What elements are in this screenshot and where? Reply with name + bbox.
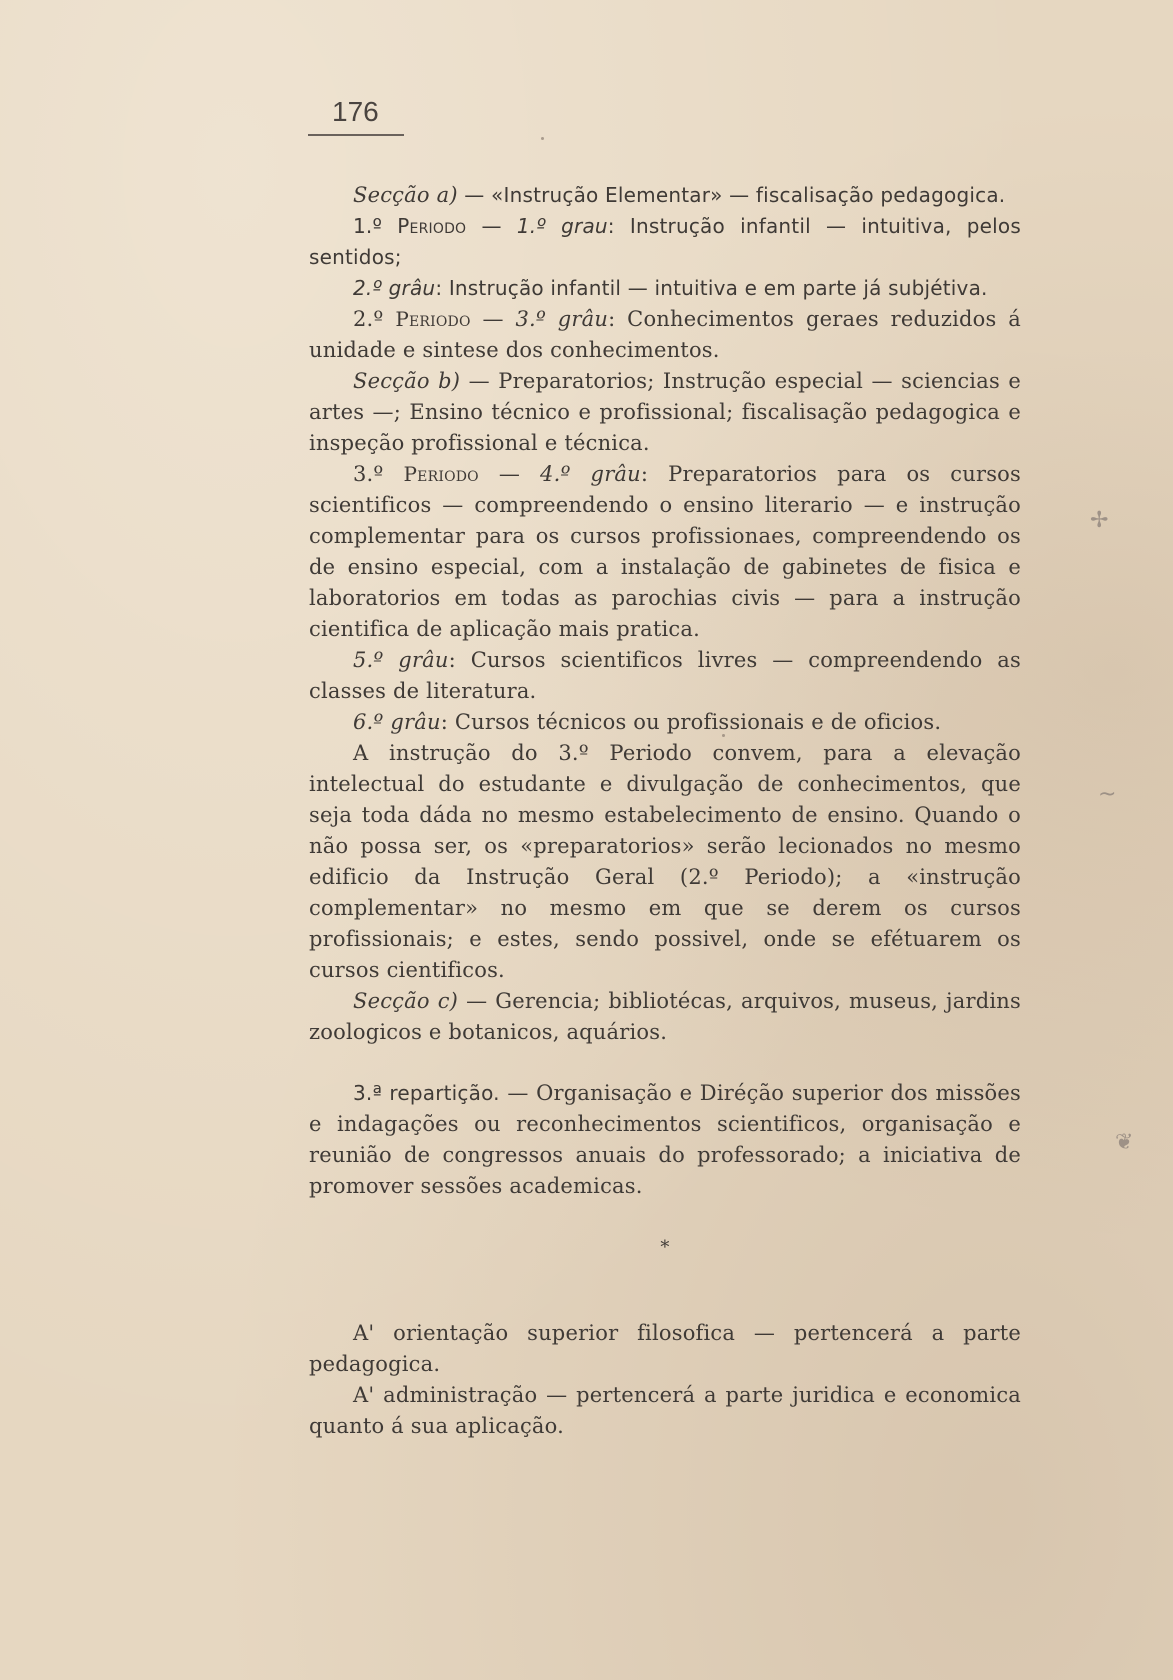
period-number: 2.º — [353, 307, 396, 331]
bleed-through-mark: ~ — [1098, 782, 1117, 807]
grau-2 — [309, 273, 1021, 304]
section-letter: b) — [438, 369, 461, 393]
grau-5-text: : Cursos scientificos livres — compreendendo as classes de literatura. — [309, 648, 1022, 703]
section-b-heading — [309, 366, 1021, 459]
period-number: 3.º — [353, 462, 404, 486]
page-number-underline — [308, 134, 404, 136]
bleed-through-mark: ❦ — [1115, 1130, 1134, 1155]
grau-1-text: : Instrução infantil — intuitiva, pelos sentidos; — [309, 214, 1021, 269]
grau-label: 1.º grau — [516, 214, 608, 238]
reparticao-number: 3.ª — [353, 1081, 390, 1105]
reparticao-3 — [309, 1078, 1021, 1202]
grau-2-text: : Instrução infantil — intuitiva e em parte já subjétiva. — [435, 276, 988, 300]
grau-label: 5.º grâu — [353, 648, 449, 672]
period-label: Periodo — [397, 214, 467, 238]
section-a-heading — [309, 180, 1021, 211]
page-body — [309, 180, 1021, 1442]
section-b-text: — Preparatorios; Instrução especial — sciencias e artes —; Ensino técnico e profissional; fiscalisação pedagogica e inspeção profissional e técnica. — [309, 369, 1021, 455]
grau-label: 6.º grâu — [353, 710, 441, 734]
period-2-grau-3 — [309, 304, 1021, 366]
period-label: Periodo — [403, 462, 479, 486]
section-label: Secção — [353, 989, 430, 1013]
section-letter: a) — [436, 183, 458, 207]
paragraph-administracao: A' administração — pertencerá a parte juridica e economica quanto á sua aplicação. — [309, 1383, 1021, 1438]
period-3-grau-4 — [309, 459, 1021, 645]
grau-label: 3.º grâu — [515, 307, 609, 331]
section-c-heading — [309, 986, 1021, 1048]
period-dash: — — [470, 307, 516, 331]
section-letter: c) — [437, 989, 459, 1013]
bleed-through-mark: ✢ — [1090, 508, 1109, 533]
grau-6 — [309, 707, 1021, 738]
reparticao-label: repartição. — [389, 1081, 500, 1105]
period-1-grau-1 — [309, 211, 1021, 273]
dust-speck — [541, 137, 544, 140]
paragraph-orientacao: A' orientação superior filosofica — pertencerá a parte pedagogica. — [309, 1321, 1021, 1376]
page-number: 176 — [332, 96, 379, 127]
section-separator: * — [660, 1237, 670, 1258]
grau-3-text: : Conhecimentos geraes reduzidos á unidade e sintese dos conhecimentos. — [309, 307, 1021, 362]
grau-label: 2.º grâu — [353, 276, 436, 300]
period-dash: — — [478, 462, 541, 486]
section-a-text: — «Instrução Elementar» — fiscalisação pedagogica. — [457, 183, 1006, 207]
section-label: Secção — [353, 183, 430, 207]
grau-6-text: : Cursos técnicos ou profissionais e de oficios. — [440, 710, 942, 734]
period-number: 1.º — [353, 214, 398, 238]
grau-label: 4.º grâu — [540, 462, 641, 486]
paragraph-instrucao-3-periodo: A instrução do 3.º Periodo convem, para a elevação intelectual do estudante e divulgação de conhecimentos, que seja toda dáda no mesmo estabelecimento de ensino. Quando o não possa ser, os «preparatorios» serão lecionados no mesmo edificio da Instrução Geral (2.º Periodo); a «instrução complementar» no mesmo em que se derem os cursos profissionais; e estes, sendo possivel, onde se efétuarem os cursos cientificos. — [309, 741, 1021, 982]
dust-speck — [722, 734, 725, 737]
grau-4-text: : Preparatorios para os cursos scientificos — compreendendo o ensino literario — e instrução complementar para os cursos profissionaes, compreendendo os de ensino especial, com a instalação de gabinetes de fisica e laboratorios em todas as parochias civis — para a instrução cientifica de aplicação mais pratica. — [309, 462, 1021, 641]
grau-5 — [309, 645, 1021, 707]
section-c-text: — Gerencia; bibliotécas, arquivos, museus, jardins zoologicos e botanicos, aquários. — [309, 989, 1021, 1044]
reparticao-text: — Organisação e Diréção superior dos missões e indagações ou reconhecimentos scientificos, organisação e reunião de congressos anuais do professorado; a iniciativa de promover sessões academicas. — [309, 1081, 1021, 1198]
period-label: Periodo — [395, 307, 471, 331]
period-dash: — — [466, 214, 517, 238]
section-label: Secção — [353, 369, 430, 393]
